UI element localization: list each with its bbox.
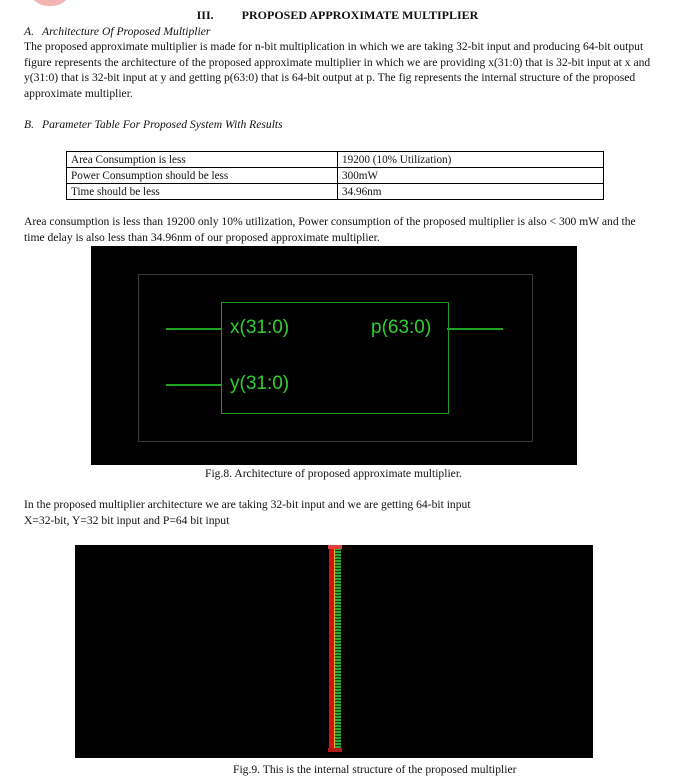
table-cell: 300mW: [338, 168, 604, 184]
section-heading: [0, 8, 675, 24]
subsection-a-letter: A.: [24, 25, 34, 38]
table-cell: Power Consumption should be less: [67, 168, 338, 184]
table-cell: 19200 (10% Utilization): [338, 152, 604, 168]
y-input-wire: [166, 384, 222, 386]
x-input-wire: [166, 328, 222, 330]
corner-decoration: [28, 0, 72, 6]
subsection-b-heading: [24, 117, 283, 133]
figure-9-internal-structure: [75, 545, 593, 758]
table-row: [67, 184, 604, 200]
subsection-b-letter: B.: [24, 118, 34, 131]
p-output-wire: [447, 328, 503, 330]
table-row: [67, 152, 604, 168]
green-logic-strip: [335, 545, 341, 752]
strip-bottom-cap: [328, 748, 342, 752]
strip-top-cap: [328, 545, 342, 549]
inputs-paragraph-line-1: In the proposed multiplier architecture we are taking 32-bit input and we are getting 64-bit input: [24, 498, 471, 511]
results-paragraph: Area consumption is less than 19200 only 10% utilization, Power consumption of the proposed multiplier is also < 300 mW and the time delay is also less than 34.96nm of our proposed approximate multiplier.: [24, 215, 636, 244]
inputs-paragraph-line-2: X=32-bit, Y=32 bit input and P=64 bit input: [24, 514, 230, 527]
subsection-b-title: Parameter Table For Proposed System With Results: [41, 118, 283, 131]
x-port-label: x(31:0): [230, 317, 290, 338]
figure-9-caption: Fig.9. This is the internal structure of the proposed multiplier: [233, 763, 517, 776]
table-cell: Area Consumption is less: [67, 152, 338, 168]
subsection-a-heading: [24, 24, 210, 40]
figure-8-architecture: [91, 246, 577, 465]
subsection-a-title: Architecture Of Proposed Multiplier: [41, 25, 211, 38]
y-port-label: y(31:0): [230, 373, 290, 394]
p-port-label: p(63:0): [371, 317, 432, 338]
architecture-paragraph: The proposed approximate multiplier is made for n-bit multiplication in which we are taking 32-bit input and producing 64-bit output figure represents the architecture of the proposed approximate multiplier in which we are providing x(31:0) that is 32-bit input at x and y(31:0) that is 32-bit input at y and getting p(63:0) that is 64-bit output at p. The fig represents the internal structure of the proposed approximate multiplier.: [24, 40, 651, 100]
section-number: III.: [196, 8, 214, 22]
table-row: [67, 168, 604, 184]
parameter-table: [66, 151, 604, 200]
table-cell: 34.96nm: [338, 184, 604, 200]
figure-8-caption: Fig.8. Architecture of proposed approximate multiplier.: [205, 467, 462, 480]
table-cell: Time should be less: [67, 184, 338, 200]
section-title: PROPOSED APPROXIMATE MULTIPLIER: [241, 8, 479, 22]
